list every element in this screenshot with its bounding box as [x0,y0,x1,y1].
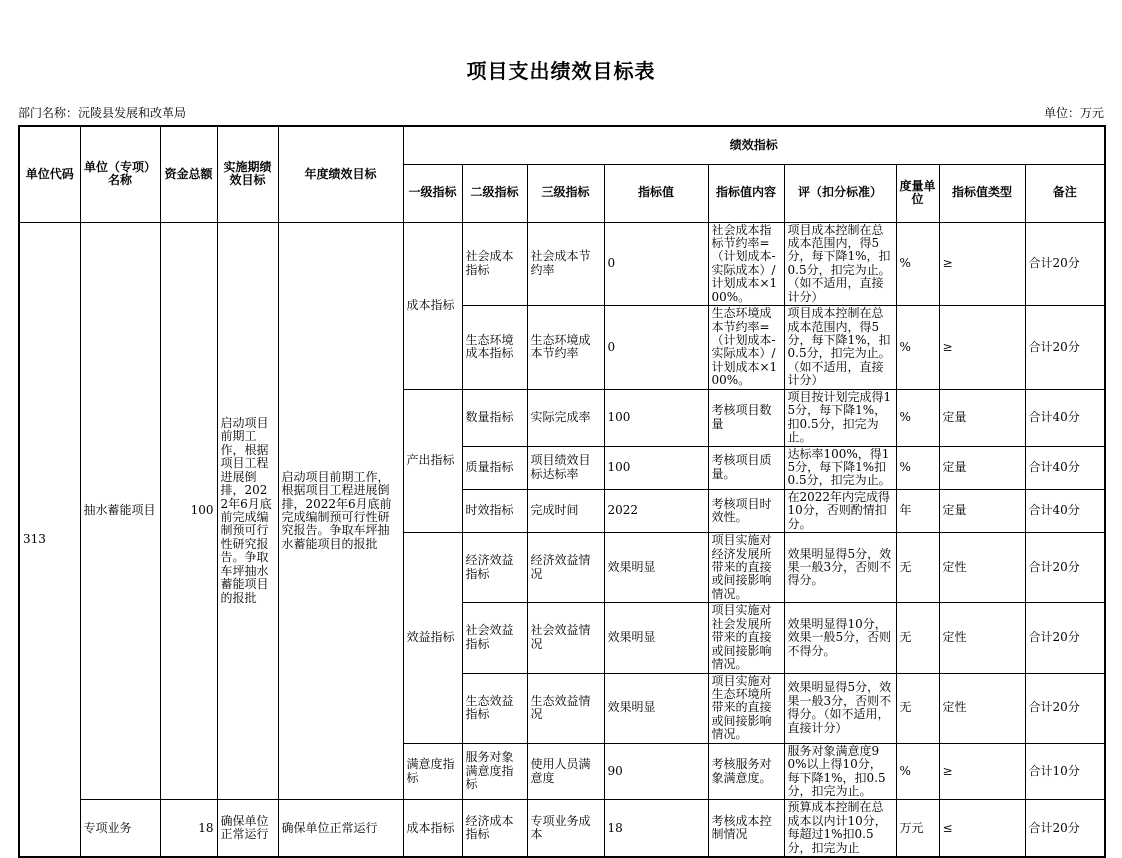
value-cell: 2022 [604,489,708,532]
l3-cell: 项目绩效目标达标率 [527,446,604,489]
l2-cell: 质量指标 [462,446,527,489]
header-total-funds: 资金总额 [160,126,217,222]
l2-cell: 社会成本指标 [462,222,527,306]
header-unit-name: 单位（专项）名称 [80,126,160,222]
project-total-cell: 18 [160,800,217,857]
scoring-cell: 达标率100%，得15分，每下降1%扣0.5分，扣完为止。 [784,446,896,489]
value-cell: 效果明显 [604,603,708,673]
l1-group-cost2-cell: 成本指标 [403,800,462,857]
scoring-cell: 项目成本控制在总成本范围内，得5分，每下降1%，扣0.5分，扣完为止。（如不适用，直接计分） [784,222,896,306]
currency-unit-label: 单位：万元 [1043,106,1104,120]
project-annual-target-cell: 确保单位正常运行 [278,800,403,857]
measure-unit-cell: % [896,743,939,800]
remark-cell: 合计10分 [1025,743,1105,800]
value-type-cell: 定量 [939,489,1025,532]
department-name-label: 部门名称：沅陵县发展和改革局 [18,106,187,120]
l3-cell: 使用人员满意度 [527,743,604,800]
table-row [19,222,1105,306]
remark-cell: 合计20分 [1025,222,1105,306]
header-value: 指标值 [604,164,708,222]
header-performance-group: 绩效指标 [403,126,1105,164]
value-content-cell: 生态环境成本节约率=（计划成本-实际成本）/计划成本×100%。 [708,306,784,390]
scoring-cell: 项目成本控制在总成本范围内，得5分，每下降1%，扣0.5分，扣完为止。（如不适用，直接计分） [784,306,896,390]
header-value-content: 指标值内容 [708,164,784,222]
l2-cell: 时效指标 [462,489,527,532]
meta-row [18,104,1104,121]
value-cell: 效果明显 [604,533,708,603]
remark-cell: 合计20分 [1025,673,1105,743]
l2-cell: 数量指标 [462,389,527,446]
l2-cell: 生态环境成本指标 [462,306,527,390]
value-content-cell: 考核项目质量。 [708,446,784,489]
scoring-cell: 服务对象满意度90%以上得10分，每下降1%，扣0.5分，扣完为止。 [784,743,896,800]
value-content-cell: 考核项目时效性。 [708,489,784,532]
value-type-cell: 定量 [939,446,1025,489]
l1-group-cost-cell: 成本指标 [403,222,462,389]
project-name-cell: 专项业务 [80,800,160,857]
l3-cell: 社会效益情况 [527,603,604,673]
project-total-cell: 100 [160,222,217,800]
l3-cell: 社会成本节约率 [527,222,604,306]
performance-target-table [18,125,1106,858]
value-cell: 0 [604,306,708,390]
l2-cell: 经济效益指标 [462,533,527,603]
measure-unit-cell: 无 [896,603,939,673]
value-type-cell: 定性 [939,533,1025,603]
scoring-cell: 效果明显得5分，效果一般3分，否则不得分。 [784,533,896,603]
l2-cell: 服务对象满意度指标 [462,743,527,800]
l3-cell: 生态效益情况 [527,673,604,743]
value-cell: 0 [604,222,708,306]
l1-group-output-cell: 产出指标 [403,389,462,532]
l2-cell: 经济成本指标 [462,800,527,857]
header-remark: 备注 [1025,164,1105,222]
value-type-cell: 定性 [939,603,1025,673]
value-content-cell: 项目实施对生态环境所带来的直接或间接影响情况。 [708,673,784,743]
header-measure-unit: 度量单位 [896,164,939,222]
header-l2: 二级指标 [462,164,527,222]
project-impl-target-cell: 启动项目前期工作，根据项目工程进展倒排，2022年6月底前完成编制预可行性研究报告。争取车坪抽水蓄能项目的报批 [217,222,278,800]
l1-group-benefit-cell: 效益指标 [403,533,462,744]
l3-cell: 生态环境成本节约率 [527,306,604,390]
project-annual-target-cell: 启动项目前期工作，根据项目工程进展倒排，2022年6月底前完成编制预可行性研究报告。争取车坪抽水蓄能项目的报批 [278,222,403,800]
value-content-cell: 社会成本指标节约率=（计划成本-实际成本）/计划成本×100%。 [708,222,784,306]
unit-code-cell: 313 [19,222,80,857]
value-cell: 90 [604,743,708,800]
value-type-cell: ≤ [939,800,1025,857]
l3-cell: 实际完成率 [527,389,604,446]
measure-unit-cell: % [896,389,939,446]
value-content-cell: 项目实施对经济发展所带来的直接或间接影响情况。 [708,533,784,603]
l3-cell: 专项业务成本 [527,800,604,857]
measure-unit-cell: 无 [896,673,939,743]
value-content-cell: 考核服务对象满意度。 [708,743,784,800]
value-cell: 18 [604,800,708,857]
scoring-cell: 预算成本控制在总成本以内计10分，每超过1%扣0.5分，扣完为止 [784,800,896,857]
project-impl-target-cell: 确保单位正常运行 [217,800,278,857]
value-type-cell: 定量 [939,389,1025,446]
measure-unit-cell: 万元 [896,800,939,857]
table-row [19,800,1105,857]
header-value-type: 指标值类型 [939,164,1025,222]
header-l1: 一级指标 [403,164,462,222]
scoring-cell: 效果明显得10分，效果一般5分，否则不得分。 [784,603,896,673]
header-scoring: 评（扣分标准） [784,164,896,222]
l2-cell: 社会效益指标 [462,603,527,673]
l2-cell: 生态效益指标 [462,673,527,743]
value-type-cell: ≥ [939,222,1025,306]
remark-cell: 合计40分 [1025,446,1105,489]
header-l3: 三级指标 [527,164,604,222]
remark-cell: 合计40分 [1025,389,1105,446]
scoring-cell: 项目按计划完成得15分，每下降1%，扣0.5分，扣完为止。 [784,389,896,446]
scoring-cell: 在2022年内完成得10分，否则酌情扣分。 [784,489,896,532]
l3-cell: 完成时间 [527,489,604,532]
remark-cell: 合计20分 [1025,800,1105,857]
value-type-cell: ≥ [939,306,1025,390]
header-row-top [19,126,1105,164]
value-cell: 效果明显 [604,673,708,743]
page-title: 项目支出绩效目标表 [466,59,656,83]
value-cell: 100 [604,389,708,446]
value-content-cell: 考核项目数量 [708,389,784,446]
value-type-cell: 定性 [939,673,1025,743]
measure-unit-cell: % [896,222,939,306]
project-name-cell: 抽水蓄能项目 [80,222,160,800]
header-annual-target: 年度绩效目标 [278,126,403,222]
header-unit-code: 单位代码 [19,126,80,222]
value-type-cell: ≥ [939,743,1025,800]
remark-cell: 合计40分 [1025,489,1105,532]
remark-cell: 合计20分 [1025,533,1105,603]
measure-unit-cell: 年 [896,489,939,532]
measure-unit-cell: % [896,446,939,489]
value-content-cell: 考核成本控制情况 [708,800,784,857]
header-impl-target: 实施期绩效目标 [217,126,278,222]
measure-unit-cell: 无 [896,533,939,603]
value-content-cell: 项目实施对社会发展所带来的直接或间接影响情况。 [708,603,784,673]
scoring-cell: 效果明显得5分，效果一般3分，否则不得分。（如不适用，直接计分） [784,673,896,743]
l3-cell: 经济效益情况 [527,533,604,603]
l1-group-satisfaction-cell: 满意度指标 [403,743,462,800]
value-cell: 100 [604,446,708,489]
remark-cell: 合计20分 [1025,306,1105,390]
remark-cell: 合计20分 [1025,603,1105,673]
measure-unit-cell: % [896,306,939,390]
